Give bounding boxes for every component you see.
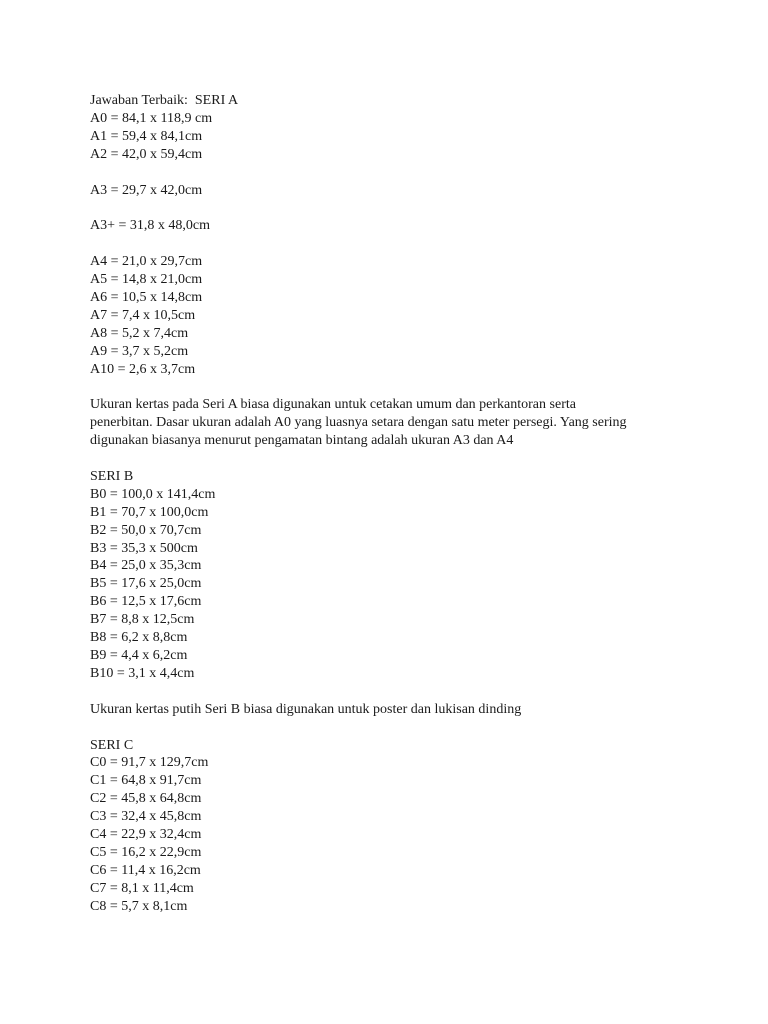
list-item-c6: C6 = 11,4 x 16,2cm bbox=[90, 862, 201, 878]
list-item-b5: B5 = 17,6 x 25,0cm bbox=[90, 576, 202, 592]
list-item-a0: A0 = 84,1 x 118,9 cm bbox=[90, 110, 213, 126]
heading-seri-c: SERI C bbox=[90, 737, 134, 753]
list-item-c4: C4 = 22,9 x 32,4cm bbox=[90, 827, 202, 843]
list-item-a3-plus: A3+ = 31,8 x 48,0cm bbox=[90, 218, 211, 234]
list-item-c8: C8 = 5,7 x 8,1cm bbox=[90, 898, 188, 914]
spacer bbox=[90, 235, 710, 253]
list-item-a6: A6 = 10,5 x 14,8cm bbox=[90, 289, 203, 305]
list-item-c5: C5 = 16,2 x 22,9cm bbox=[90, 844, 202, 860]
paragraph-seri-a-line-3: digunakan biasanya menurut pengamatan bintang adalah ukuran A3 dan A4 bbox=[90, 433, 514, 449]
spacer bbox=[90, 450, 710, 468]
list-item-a7: A7 = 7,4 x 10,5cm bbox=[90, 307, 196, 323]
list-item-b4: B4 = 25,0 x 35,3cm bbox=[90, 558, 202, 574]
spacer bbox=[90, 378, 710, 396]
list-item-c3: C3 = 32,4 x 45,8cm bbox=[90, 809, 202, 825]
list-item-b1: B1 = 70,7 x 100,0cm bbox=[90, 504, 209, 520]
list-item-c7: C7 = 8,1 x 11,4cm bbox=[90, 880, 194, 896]
list-item-a9: A9 = 3,7 x 5,2cm bbox=[90, 343, 189, 359]
list-item-a1: A1 = 59,4 x 84,1cm bbox=[90, 128, 203, 144]
list-item-a10: A10 = 2,6 x 3,7cm bbox=[90, 361, 196, 377]
list-item-b2: B2 = 50,0 x 70,7cm bbox=[90, 522, 202, 538]
list-item-c1: C1 = 64,8 x 91,7cm bbox=[90, 773, 202, 789]
list-item-c2: C2 = 45,8 x 64,8cm bbox=[90, 791, 202, 807]
list-item-a3: A3 = 29,7 x 42,0cm bbox=[90, 182, 203, 198]
list-item-b7: B7 = 8,8 x 12,5cm bbox=[90, 612, 195, 628]
spacer bbox=[90, 199, 710, 217]
paragraph-seri-a-line-2: penerbitan. Dasar ukuran adalah A0 yang luasnya setara dengan satu meter persegi. Yang sering bbox=[90, 415, 627, 431]
spacer bbox=[90, 719, 710, 737]
list-item-a4: A4 = 21,0 x 29,7cm bbox=[90, 254, 203, 270]
list-item-b6: B6 = 12,5 x 17,6cm bbox=[90, 594, 202, 610]
list-item-b10: B10 = 3,1 x 4,4cm bbox=[90, 665, 195, 681]
list-item-a5: A5 = 14,8 x 21,0cm bbox=[90, 272, 203, 288]
list-item-b9: B9 = 4,4 x 6,2cm bbox=[90, 648, 188, 664]
list-item-c0: C0 = 91,7 x 129,7cm bbox=[90, 755, 209, 771]
spacer bbox=[90, 164, 710, 182]
list-item-a8: A8 = 5,2 x 7,4cm bbox=[90, 325, 189, 341]
list-item-b0: B0 = 100,0 x 141,4cm bbox=[90, 486, 216, 502]
heading-seri-a: Jawaban Terbaik: SERI A bbox=[90, 93, 239, 108]
paragraph-seri-b: Ukuran kertas putih Seri B biasa digunakan untuk poster dan lukisan dinding bbox=[90, 701, 522, 717]
paragraph-seri-a-line-1: Ukuran kertas pada Seri A biasa digunakan untuk cetakan umum dan perkantoran serta bbox=[90, 397, 576, 413]
heading-seri-b: SERI B bbox=[90, 468, 134, 484]
spacer bbox=[90, 683, 710, 701]
document-page bbox=[90, 92, 710, 916]
list-item-a2: A2 = 42,0 x 59,4cm bbox=[90, 146, 203, 162]
list-item-b3: B3 = 35,3 x 500cm bbox=[90, 540, 198, 556]
list-item-b8: B8 = 6,2 x 8,8cm bbox=[90, 630, 188, 646]
